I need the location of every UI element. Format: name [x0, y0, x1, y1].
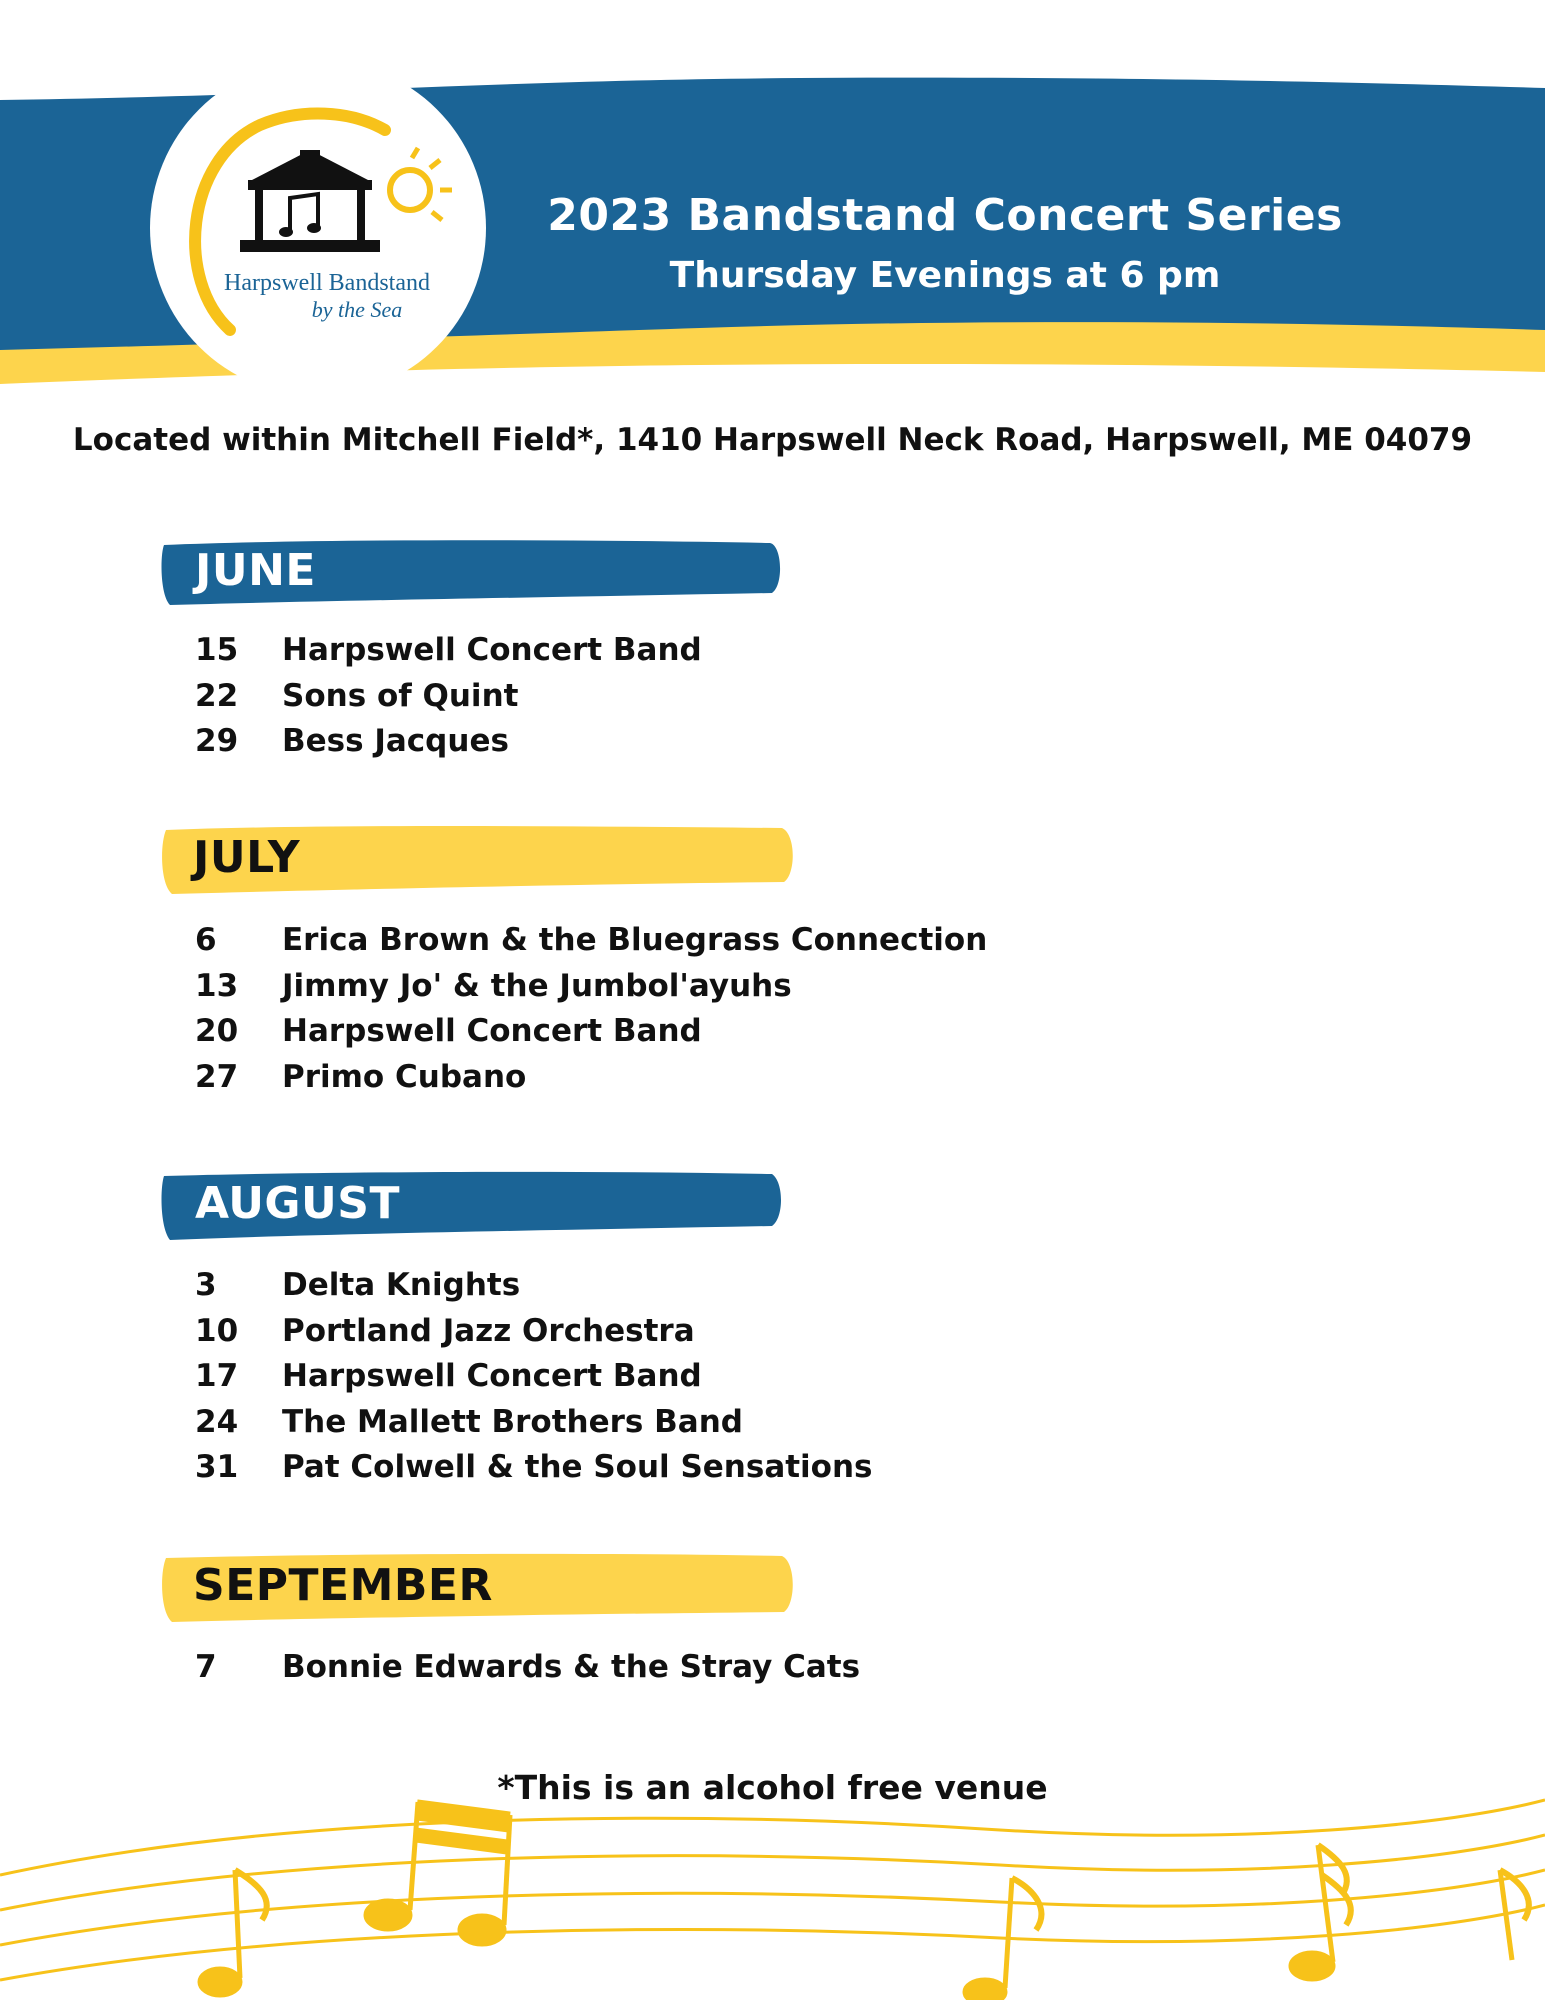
location-line: Located within Mitchell Field*, 1410 Harpswell Neck Road, Harpswell, ME 04079: [72, 422, 1473, 458]
event-name: Bess Jacques: [282, 723, 509, 759]
list-item: [195, 628, 702, 674]
list-item: [195, 719, 702, 765]
event-name: Harpswell Concert Band: [282, 1013, 702, 1049]
list-item: [195, 964, 987, 1010]
event-name: Portland Jazz Orchestra: [282, 1312, 695, 1349]
month-label: JUNE: [195, 545, 316, 596]
list-item: [195, 1263, 873, 1309]
event-name: Delta Knights: [282, 1267, 521, 1303]
events-july: [195, 918, 987, 1100]
list-item: [195, 1055, 987, 1101]
event-day: 17: [195, 1358, 239, 1394]
event-day: 13: [195, 967, 239, 1004]
event-day: 27: [195, 1058, 239, 1095]
list-item: [195, 1445, 873, 1491]
events-september: [195, 1645, 860, 1691]
list-item: [195, 918, 987, 964]
list-item: [195, 1009, 987, 1055]
events-june: [195, 628, 702, 765]
event-day: 10: [195, 1312, 239, 1349]
page-title: 2023 Bandstand Concert Series: [547, 190, 1343, 241]
list-item: [195, 1354, 873, 1400]
event-name: Harpswell Concert Band: [282, 1358, 702, 1394]
logo: [150, 60, 486, 396]
event-day: 3: [195, 1267, 217, 1303]
event-name: The Mallett Brothers Band: [282, 1403, 743, 1440]
list-item: [195, 1645, 860, 1691]
events-august: [195, 1263, 873, 1491]
page-subtitle: Thursday Evenings at 6 pm: [669, 255, 1221, 296]
music-notes-staff: [0, 1770, 1545, 2000]
event-name: Jimmy Jo' & the Jumbol'ayuhs: [282, 967, 792, 1004]
list-item: [195, 674, 702, 720]
event-day: 29: [195, 723, 239, 759]
logo-tagline: by the Sea: [311, 297, 403, 322]
event-name: Sons of Quint: [282, 677, 519, 714]
event-name: Bonnie Edwards & the Stray Cats: [282, 1649, 861, 1685]
event-day: 22: [195, 677, 239, 714]
event-name: Pat Colwell & the Soul Sensations: [282, 1449, 873, 1485]
month-label: JULY: [193, 832, 301, 883]
logo-name: Harpswell Bandstand: [224, 270, 430, 296]
event-day: 31: [195, 1449, 239, 1485]
month-label: AUGUST: [195, 1178, 400, 1229]
list-item: [195, 1400, 873, 1446]
event-day: 6: [195, 922, 217, 958]
logo-text: [212, 270, 442, 323]
event-name: Erica Brown & the Bluegrass Connection: [282, 922, 988, 958]
event-name: Primo Cubano: [282, 1058, 527, 1095]
footer-note: *This is an alcohol free venue: [497, 1768, 1048, 1807]
event-day: 20: [195, 1013, 239, 1049]
month-label: SEPTEMBER: [193, 1560, 493, 1611]
event-day: 7: [195, 1649, 217, 1685]
event-name: Harpswell Concert Band: [282, 632, 702, 668]
list-item: [195, 1309, 873, 1355]
event-day: 15: [195, 632, 239, 668]
event-day: 24: [195, 1403, 239, 1440]
